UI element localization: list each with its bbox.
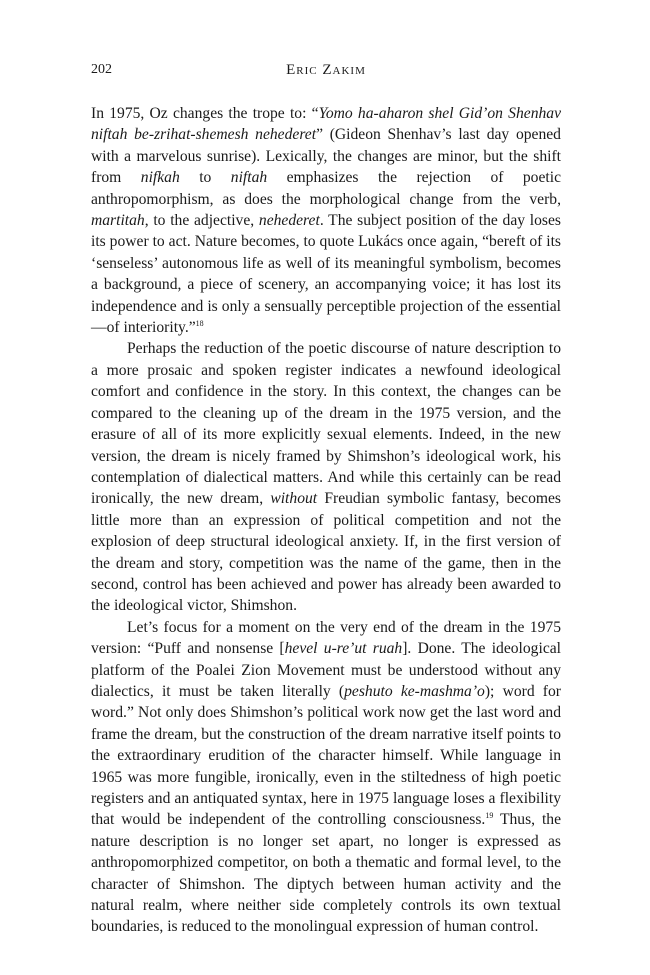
page-number: 202 [91,62,112,77]
body-text [91,103,561,938]
italic-term: hevel u-re’ut ruah [284,640,403,658]
text-run: In 1975, Oz changes the trope to: “ [91,105,319,122]
text-run: Perhaps the reduction of the poetic discourse of nature description to a more prosaic and spoken register indicates a newfound ideological comfort and confidence in the story. In this context, the changes can be compared to the cleaning up of the dream in the 1975 version, and the erasure of all of its more explicitly sexual elements. Indeed, in the new version, the dream is nicely framed by Shimshon’s ideological work, his contemplation of dialectical matters. And while this certainly can be read ironically, the new dream, [91,340,561,508]
text-run: to [179,169,231,187]
book-page [91,0,561,975]
footnote-marker: 19 [485,811,494,821]
italic-term: Yomo ha-aharon shel Gid’on Shenhav niftah be-zrihat-shemesh nehederet [91,105,562,144]
text-run: . The subject position of the day loses its power to act. Nature becomes, to quote Lukács once again, “bereft of its ‘senseless’ autonomous life as well of its meaningful symbolism, becomes a background, a piece of scenery, an accompanying voice; it has lost its independence and is only a sensually perceptible projection of the essential—of interiority.” [91,212,561,337]
running-head [91,62,561,82]
paragraph [91,617,561,938]
text-run: Thus, the nature description is no longer set apart, no longer is expressed as anthropomorphized competitor, on both a thematic and formal level, to the character of Shimshon. The diptych between human activity and the natural realm, where neither side completely controls its own textual boundaries, is reduced to the monolingual expression of human control. [91,811,562,936]
italic-term: nifkah [140,169,180,187]
italic-term: without [270,490,318,508]
paragraph [91,103,561,338]
running-title: Eric Zakim [286,62,366,78]
text-run: Let’s focus for a moment on the very end of the dream in the 1975 version: “Puff and nonsense [ [91,618,561,658]
text-run: ” (Gideon Shenhav’s last day opened with a marvelous sunrise). Lexically, the changes are minor, but the shift from [91,126,561,187]
paragraph [91,338,561,616]
footnote-marker: 18 [195,318,204,328]
text-run: ]. Done. The ideological platform of the Poalei Zion Movement must be understood without any dialectics, it must be taken literally ( [91,640,561,700]
text-run: ); word for word.” Not only does Shimshon’s political work now get the last word and frame the dream, but the construction of the dream narrative itself points to the extraordinary erudition of the character himself. While language in 1965 was more fungible, ironically, even in the stiltedness of high poetic registers and an antiquated syntax, here in 1975 language loses a flexibility that would be independent of the controlling consciousness. [91,682,561,829]
italic-term: martitah [91,212,145,230]
text-run: , to the adjective, [144,212,259,230]
italic-term: nehederet [258,212,320,230]
text-run: emphasizes the rejection of poetic anthropomorphism, as does the morphological change from the verb, [91,169,561,208]
italic-term: niftah [230,169,268,187]
text-run: Freudian symbolic fantasy, becomes little more than an expression of political competition and not the explosion of deep structural ideological anxiety. If, in the first version of the dream and story, competition was the name of the game, then in the second, control has been achieved and power has already been awarded to the ideological victor, Shimshon. [91,490,561,615]
italic-term: peshuto ke-mashma’o [344,682,485,700]
